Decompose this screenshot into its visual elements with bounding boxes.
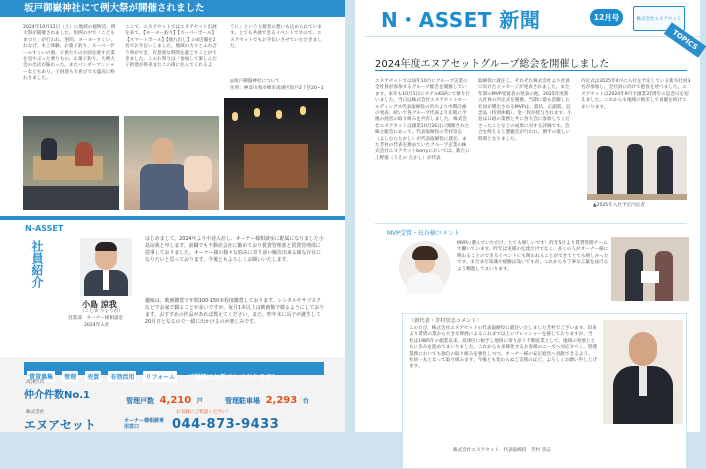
right-page xyxy=(355,0,700,453)
ad-area-label: 高津区内 xyxy=(26,380,45,385)
ad-rank: 仲介件数No.1 xyxy=(24,390,90,401)
ad-lots-value: 2,293 xyxy=(265,395,298,406)
intro-section-label: N-ASSET xyxy=(25,224,64,233)
topic-panel xyxy=(365,28,700,453)
ad-lots-unit: 台 xyxy=(302,398,309,405)
festival-col1: 2024年10月12日（土）に地域の風物詩、例大祭が開催されました。恒例の中で「こどもまつり」が行われ、射的、ヨーヨーすくい、わなげ、木工体験、お菓子釣り、スーパーボールすくいの他、子供たちのお面を渡す企業を見やぶった乗りもの、お菓子釣り。大例大会の出店が賑わった。またパンダーマンショーなどもあり、子供達も大喜びで大盛況に終わりました。 xyxy=(23,25,116,82)
company-ad xyxy=(0,357,345,432)
ad-tag-leasing: 賃貸募集 xyxy=(27,371,55,382)
ad-tag-bar xyxy=(24,362,324,381)
new-hires-photo xyxy=(587,136,687,200)
intro-divider xyxy=(0,216,345,220)
ceo-signature: 株式会社エヌアセット 代表取締役 芳村 崇志 xyxy=(453,448,551,453)
ceo-comment: このたび、株式会社エヌアセットの代表取締役に就任いたしました芳村でございます。旧来より賃貸の業から大きな伸展によるこれまで以上にプレッシャーを感じておりますが、当社は1985年の創業以来、高津区に根ざし地域に寄り添う不動産業として、地域の発展とともに歩みを進めてまいりました。これからも多様化するお客様のニーズへ対応すべく、管理業務においても独自の取り組みを強化しつつ、オーナー様の安定経営へ貢献できるよう、社員一丸となって取り組みます。今後とも変わらぬご支援のほど、よろしくお願い申し上げます。 xyxy=(409,326,597,370)
publisher-tag-text: 株式会社エヌアセット xyxy=(636,17,682,22)
ad-lots-label: 管理駐車場 xyxy=(225,397,260,405)
article-title: 2024年度エヌアセットグループ総会を開催しました xyxy=(375,59,610,70)
article-col2: 取締役に就任し、それぞれ株式会社より社員に向けたメッセージが発表されました。また年間のMVP受賞者の発表の他、2025年度新入社員の内定式を開催。当期に最も活躍した社員が選出されるMVPは、賞状、正副賞、記念品（特別休暇）、金一封が授与されます。小島は日頃の業務と共に各大会に参加してくださったことなどの成果に対する評価です。会合を終えると懇親会が行われ、勝手の楽しい時間となりました。 xyxy=(478,79,572,142)
intro-text-1: はじめまして。2024年より中途入社し、オーナー様相談室に配属になりました小島涼我と申します。前職でも不動産会社に勤めており賃貸管理部と賃貸管理部に従事しておりました。オーナー様の様々な悩みに寄り添い解決出来る様な存在になりたいと思っております。今後ともよろしくお願いいたします。 xyxy=(145,236,324,263)
ad-slogan: ご相談はお任せしております！ xyxy=(187,373,279,381)
festival-col2: ここで、エヌアセットではエヌアセット出展を来て、【ヨーヨー釣り】【スーパーボール】【スマートボール】【他九出し】の4店舗を2名でお手伝いしました。地域の方々とふれ合う事ができ、有意義な時間を過ごすことができました。このお祭りは「参加して楽しんだ子供達が将来またこの街に住んでくれるよ xyxy=(125,25,217,69)
ad-company-name: エヌアセット xyxy=(24,418,96,432)
mvp-award-photo xyxy=(611,237,689,301)
staff-name: 小島 涼我 xyxy=(82,300,117,309)
ad-units-unit: 戸 xyxy=(196,398,203,405)
newspaper-logo: N・ASSET 新聞 xyxy=(381,8,541,32)
ad-phone-note: お気軽にご相談ください！ xyxy=(176,410,232,415)
article-col1: エヌアセットでは毎年10月にグループ企業の全社員が参加するグループ総会を開催しています。本年も10月1日にホテルKSPにて執り行いました。当日は株式会社エヌアセットホールディングス代表取締役の宮川より中期計画の発表、続いて各グループ代表より先期に今後の経営の取り組みを共有しました。株式会社エヌアセットは創業10月26日に開催された株主総会にあって、代表取締役の芳村崇志（よしむらたかし）が代表取締役に就任、また芳村の代表を務めていたグループ企業の株式会社エヌアセットberryにおいては、新たに上野康（うえの たかし）が代表 xyxy=(375,79,470,161)
festival-col3: うに」という主催者の想いも込められています。とても共感できるイベントですので、エヌアセットでもお手伝いさせていただきました。 xyxy=(230,25,322,50)
ad-tag-management: 管理 xyxy=(62,371,78,382)
mvp-rule xyxy=(375,223,687,224)
staff-portrait xyxy=(80,238,132,296)
ad-phone[interactable]: 044-873-9433 xyxy=(172,417,280,432)
intro-vertical-title: 社員紹介 xyxy=(30,240,44,288)
festival-photo-night xyxy=(224,98,328,210)
article-col3: 内定式は2025年4月に入社を予定している新卒社員3名が参加し、全社員に向けて抱負を述べました。エヌアセットは2024年9月で創業37周年の記念日を迎えました。これからも地域に根差して貢献を続けてまいります。 xyxy=(581,79,691,110)
festival-photo-shooting xyxy=(23,116,119,210)
intro-text-2: 趣味は、映画鑑賞で年間100-150本程度鑑賞しております。レンタルやサブスクなどでお家で観ることが多いですが、毎月1本以上は映画館で観るようにしております。おすすめの作品があれば教えてください。また、昨年末に長子が誕生して20月日となるので一緒に出かけるのが楽しみです。 xyxy=(145,298,325,325)
ad-tag-sales: 売買 xyxy=(85,371,101,382)
ceo-heading: 〈新代表・芳村崇志コメント〉 xyxy=(409,318,482,324)
ad-units-label: 管理戸数 xyxy=(126,397,154,405)
shrine-address: 住所：神奈川県川崎市高津区坂戸2丁目20−1 xyxy=(230,86,324,91)
mvp-heading: MVP受賞・長谷楠コメント xyxy=(387,230,460,237)
title-rule xyxy=(375,70,687,71)
festival-banner: 坂戸御嶽神社にて例大祭が開催されました xyxy=(0,0,345,17)
festival-photo-kids xyxy=(124,116,219,210)
ad-units-box xyxy=(126,388,203,407)
staff-name-kana: （こじま りょうが） xyxy=(80,309,123,314)
ceo-box xyxy=(402,313,687,469)
new-hires-caption: ▲2025年入社予定内定者 xyxy=(593,203,645,208)
shrine-title: ◎坂戸御嶽神社について xyxy=(230,79,280,84)
mvp-comment: MVPに選んでいただけ、とても嬉しいです！昨年5月より賃貸管理チームで働いています。昨年は実績の伝達だけでなく、多くの人がオーナー様に関わることのできるイベントにも関われることができてとても嬉しかったです。まだまだ知識や経験は浅いですが、これからも丁寧な言葉を届けるよう精進してまいります。 xyxy=(457,241,609,272)
ad-owner-label: オーナー様相談専用窓口 xyxy=(124,418,165,430)
staff-department: 営業部 オーナー様相談室 xyxy=(68,316,124,321)
ad-tag-reform: リフォーム xyxy=(143,371,177,382)
ad-lots-box xyxy=(225,388,309,407)
left-page xyxy=(0,0,345,432)
ad-tag-utilization: 有効活用 xyxy=(108,371,136,382)
staff-join-year: 2024年入社 xyxy=(84,323,110,328)
topics-ribbon: TOPICS xyxy=(664,22,706,58)
issue-month-badge: 12月号 xyxy=(590,9,623,26)
ceo-portrait xyxy=(603,320,683,424)
ad-units-value: 4,210 xyxy=(159,395,192,406)
ad-company-prefix: 株式会社 xyxy=(26,410,45,415)
mvp-portrait xyxy=(399,241,451,293)
